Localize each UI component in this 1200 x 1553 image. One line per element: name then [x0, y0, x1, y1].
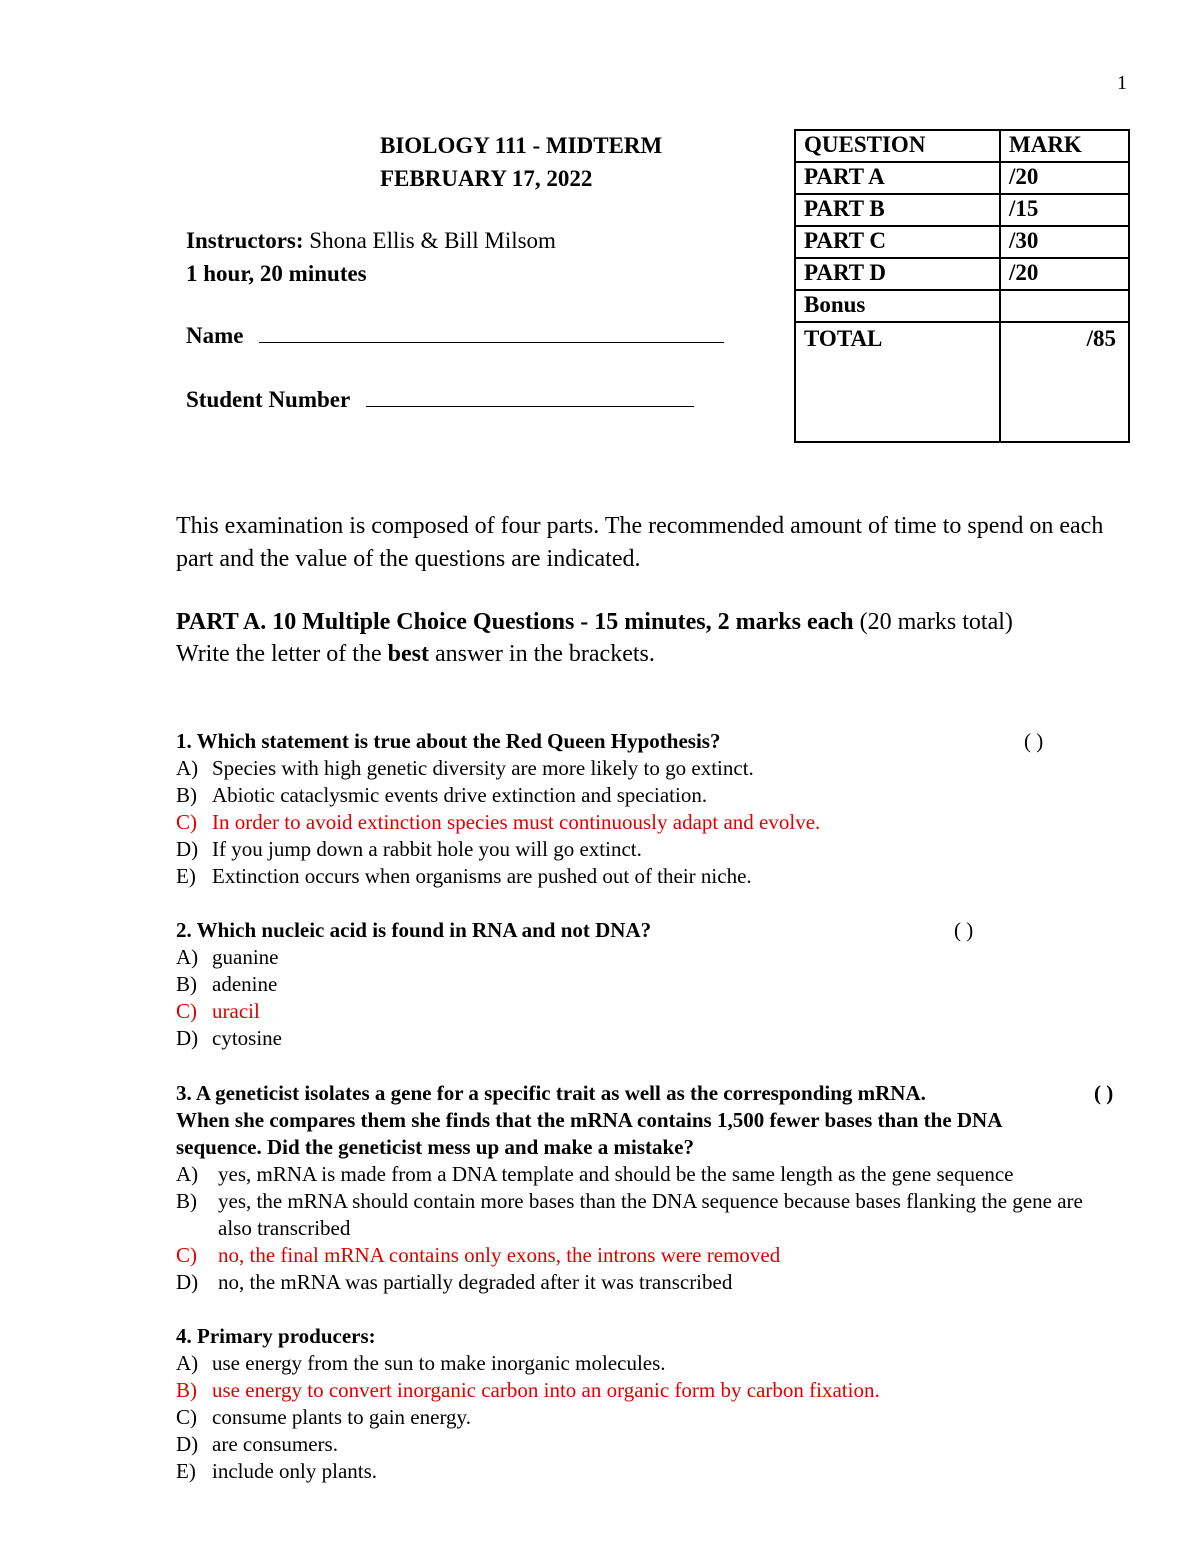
option-text: adenine [212, 972, 278, 996]
option-letter: C) [176, 1243, 197, 1267]
question-stem [176, 1080, 1136, 1107]
mark-row [795, 162, 1129, 194]
option-text: consume plants to gain energy. [212, 1405, 471, 1429]
name-blank-line[interactable] [259, 341, 724, 343]
option-d [176, 1269, 1136, 1296]
exam-title: BIOLOGY 111 - MIDTERM [380, 133, 663, 158]
option-b [176, 971, 1076, 998]
mark-row-mark: /20 [1000, 258, 1129, 290]
name-field [186, 323, 724, 349]
option-letter: A) [176, 945, 199, 969]
mark-row [795, 194, 1129, 226]
option-text: are consumers. [212, 1432, 338, 1456]
mark-row [795, 258, 1129, 290]
header-mark: MARK [1000, 130, 1129, 162]
mark-row-mark: /20 [1000, 162, 1129, 194]
option-d [176, 1431, 1076, 1458]
option-text: use energy to convert inorganic carbon into an organic form by carbon fixation. [212, 1378, 880, 1402]
option-letter: D) [176, 1270, 199, 1294]
total-mark: /85 [1000, 322, 1129, 442]
option-letter: B) [176, 972, 197, 996]
question-1 [176, 728, 1076, 890]
answer-bracket[interactable]: ( ) [1024, 729, 1044, 753]
option-letter: A) [176, 1351, 199, 1375]
page-number: 1 [1117, 72, 1127, 94]
option-letter: A) [176, 1162, 199, 1186]
option-text: In order to avoid extinction species must continuously adapt and evolve. [212, 810, 821, 834]
option-text: no, the mRNA was partially degraded after it was transcribed [218, 1270, 733, 1294]
option-c-correct [176, 998, 1076, 1025]
mark-row-mark: /15 [1000, 194, 1129, 226]
option-e [176, 863, 1076, 890]
part-a-section [176, 606, 1106, 670]
mark-row-question: PART D [795, 258, 1000, 290]
option-letter: B) [176, 1189, 197, 1213]
question-stem-text: 3. A geneticist isolates a gene for a specific trait as well as the corresponding mRNA. [176, 1081, 926, 1105]
question-stem-line3: sequence. Did the geneticist mess up and make a mistake? [176, 1135, 694, 1159]
option-text: no, the final mRNA contains only exons, the introns were removed [218, 1243, 781, 1267]
instructors-names: Shona Ellis & Bill Milsom [309, 228, 556, 253]
question-stem-text: 4. Primary producers: [176, 1324, 376, 1348]
option-c-correct [176, 1242, 1136, 1269]
part-a-instruction-pre: Write the letter of the [176, 641, 388, 667]
option-letter: C) [176, 810, 197, 834]
student-number-label: Student Number [186, 387, 351, 412]
mark-row-mark: /30 [1000, 226, 1129, 258]
option-letter: D) [176, 837, 199, 861]
mark-row-question: Bonus [795, 290, 1000, 322]
option-text: include only plants. [212, 1459, 378, 1483]
total-label: TOTAL [795, 322, 1000, 442]
option-text: yes, mRNA is made from a DNA template and should be the same length as the gene sequence [218, 1162, 1014, 1186]
option-letter: A) [176, 756, 199, 780]
option-letter: C) [176, 999, 197, 1023]
instructors-label: Instructors: [186, 228, 304, 253]
mark-row-mark [1000, 290, 1129, 322]
option-a [176, 1161, 1136, 1188]
option-b [176, 1188, 1136, 1242]
question-3 [176, 1080, 1136, 1296]
student-number-field [186, 387, 694, 413]
option-b-correct [176, 1377, 1076, 1404]
mark-table-header [795, 130, 1129, 162]
question-stem [176, 728, 1076, 755]
part-a-instruction-best: best [387, 641, 429, 667]
mark-row-question: PART B [795, 194, 1000, 226]
option-text: If you jump down a rabbit hole you will go extinct. [212, 837, 642, 861]
instructors-line [186, 228, 556, 254]
mark-row-question: PART A [795, 162, 1000, 194]
option-text: Abiotic cataclysmic events drive extinction and speciation. [212, 783, 708, 807]
option-a [176, 944, 1076, 971]
option-c [176, 1404, 1076, 1431]
exam-duration: 1 hour, 20 minutes [186, 261, 367, 286]
question-stem [176, 1323, 1076, 1350]
part-a-heading-marks: (20 marks total) [853, 609, 1013, 635]
option-d [176, 1025, 1076, 1052]
mark-row-question: PART C [795, 226, 1000, 258]
mark-row [795, 226, 1129, 258]
option-text: cytosine [212, 1026, 282, 1050]
option-text: guanine [212, 945, 279, 969]
answer-bracket[interactable]: ( ) [954, 918, 974, 942]
option-letter: D) [176, 1432, 199, 1456]
option-b [176, 782, 1076, 809]
option-d [176, 836, 1076, 863]
name-label: Name [186, 323, 244, 348]
part-a-heading: PART A. 10 Multiple Choice Questions - 15 minutes, 2 marks each [176, 609, 854, 635]
mark-table [794, 129, 1130, 443]
option-text: uracil [212, 999, 260, 1023]
option-letter: B) [176, 783, 197, 807]
option-letter: B) [176, 1378, 197, 1402]
option-text: Extinction occurs when organisms are pushed out of their niche. [212, 864, 752, 888]
part-a-instruction-post: answer in the brackets. [428, 641, 655, 667]
option-letter: C) [176, 1405, 197, 1429]
answer-bracket[interactable]: ( ) [1094, 1081, 1114, 1105]
question-4 [176, 1323, 1076, 1485]
mark-row-total [795, 322, 1129, 442]
option-text: yes, the mRNA should contain more bases than the DNA sequence because bases flanking the gene are also transcribed [218, 1189, 1083, 1240]
mark-row [795, 290, 1129, 322]
option-text: Species with high genetic diversity are more likely to go extinct. [212, 756, 754, 780]
option-e [176, 1458, 1076, 1485]
option-c-correct [176, 809, 1076, 836]
question-stem-text: 2. Which nucleic acid is found in RNA and not DNA? [176, 918, 652, 942]
question-stem [176, 917, 1076, 944]
option-letter: E) [176, 864, 196, 888]
option-text: use energy from the sun to make inorganic molecules. [212, 1351, 666, 1375]
option-letter: D) [176, 1026, 199, 1050]
question-2 [176, 917, 1076, 1052]
option-a [176, 1350, 1076, 1377]
question-stem-text: 1. Which statement is true about the Red Queen Hypothesis? [176, 729, 721, 753]
question-stem-line2: When she compares them she finds that the mRNA contains 1,500 fewer bases than the DNA [176, 1108, 1003, 1132]
exam-date: FEBRUARY 17, 2022 [380, 166, 593, 191]
exam-intro: This examination is composed of four parts. The recommended amount of time to spend on each part and the value of the questions are indicated. [176, 513, 1104, 572]
option-a [176, 755, 1076, 782]
option-letter: E) [176, 1459, 196, 1483]
header-question: QUESTION [795, 130, 1000, 162]
student-number-blank-line[interactable] [366, 405, 694, 407]
